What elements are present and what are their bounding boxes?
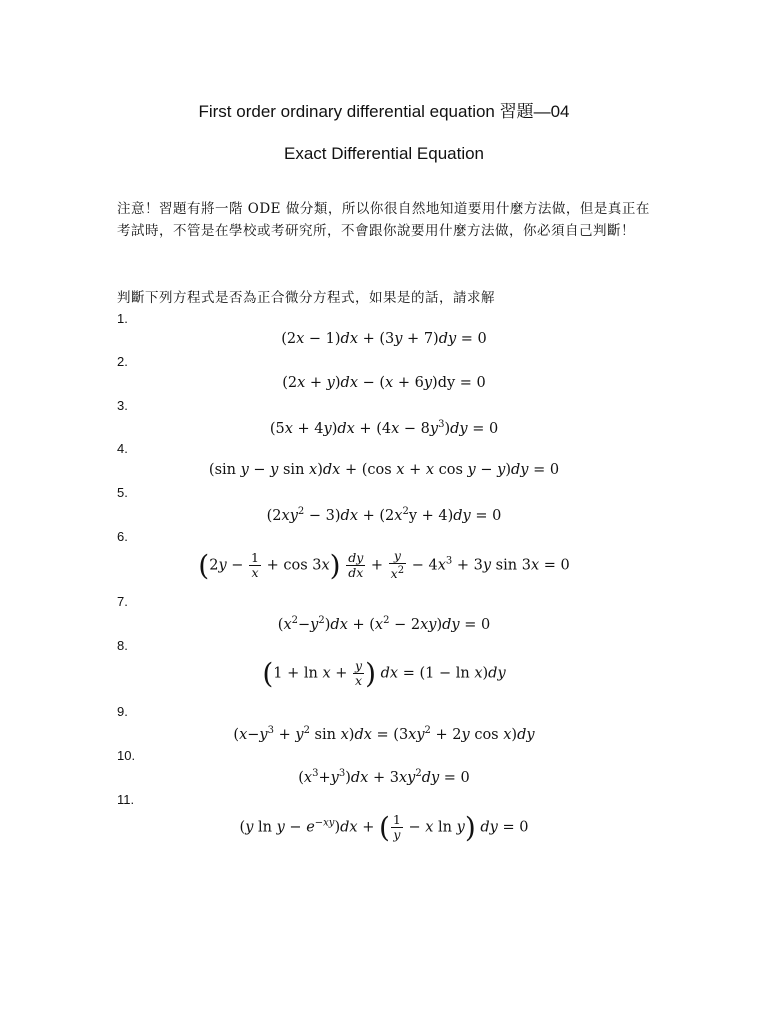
problem-equation: $(x^3+y^3)dx + 3xy^2dy = 0$ xyxy=(298,768,470,786)
problem-number: 8. xyxy=(117,638,128,653)
problem-number: 4. xyxy=(117,441,128,456)
problem-equation: (1 + ln x + $\frac{y}{x}$ ) dx = (1 − ln x)dy xyxy=(262,657,506,690)
problem-number: 3. xyxy=(117,398,128,413)
problem-equation: (2x − 1)dx + (3y + 7)dy = 0 xyxy=(281,331,487,347)
problem-number: 6. xyxy=(117,529,128,544)
note-paragraph: 注意！習題有將一階 ODE 做分類，所以你很自然地知道要用什麼方法做，但是真正在考試時，不管是在學校或考研究所，不會跟你說要用什麼方法做，你必須自己判斷！ xyxy=(117,201,650,239)
problem-equation: (y $\ln y - e^{-xy})dx$ + ( $\frac{1}{y}$ − x ln y) dy = 0 xyxy=(239,811,529,844)
problem-number: 2. xyxy=(117,354,128,369)
problem-equation: ($x-y^3 + y^2$ $\sin x)dx = (3xy^2 + 2y$ cos x)dy xyxy=(233,725,535,743)
document-title: First order ordinary differential equation 習題—04 xyxy=(198,102,570,121)
problem-number: 9. xyxy=(117,704,128,719)
problem-equation: (2x + y)dx − (x + 6y)dy = 0 xyxy=(282,375,486,391)
problem-equation: $(5x + 4y)dx + (4x - 8y^3)dy = 0$ xyxy=(269,419,499,437)
problem-equation: $(x^2-y^2)dx + (x^2 - 2xy)dy = 0$ xyxy=(277,615,491,633)
problem-equation: $(2xy^2 - 3)dx + (2x^2y + 4)dy = 0$ xyxy=(266,506,502,524)
problem-number: 1. xyxy=(117,311,128,326)
document-subtitle: Exact Differential Equation xyxy=(283,144,485,163)
problem-number: 11. xyxy=(117,792,135,807)
problem-number: 10. xyxy=(117,748,136,763)
problem-number: 5. xyxy=(117,485,128,500)
problem-equation: (2y − $\frac{1}{x}$ + cos 3x) $\frac{dy}{dx}$ + $\frac{y}{x^2}$ − $4x^3 + 3y$ sin 3x = 0 xyxy=(198,548,570,582)
instruction-text: 判斷下列方程式是否為正合微分方程式，如果是的話，請求解 xyxy=(117,290,495,306)
problem-number: 7. xyxy=(117,594,128,609)
problem-equation: (sin y − y sin x)dx + (cos x + x cos y − y)dy = 0 xyxy=(208,462,560,478)
